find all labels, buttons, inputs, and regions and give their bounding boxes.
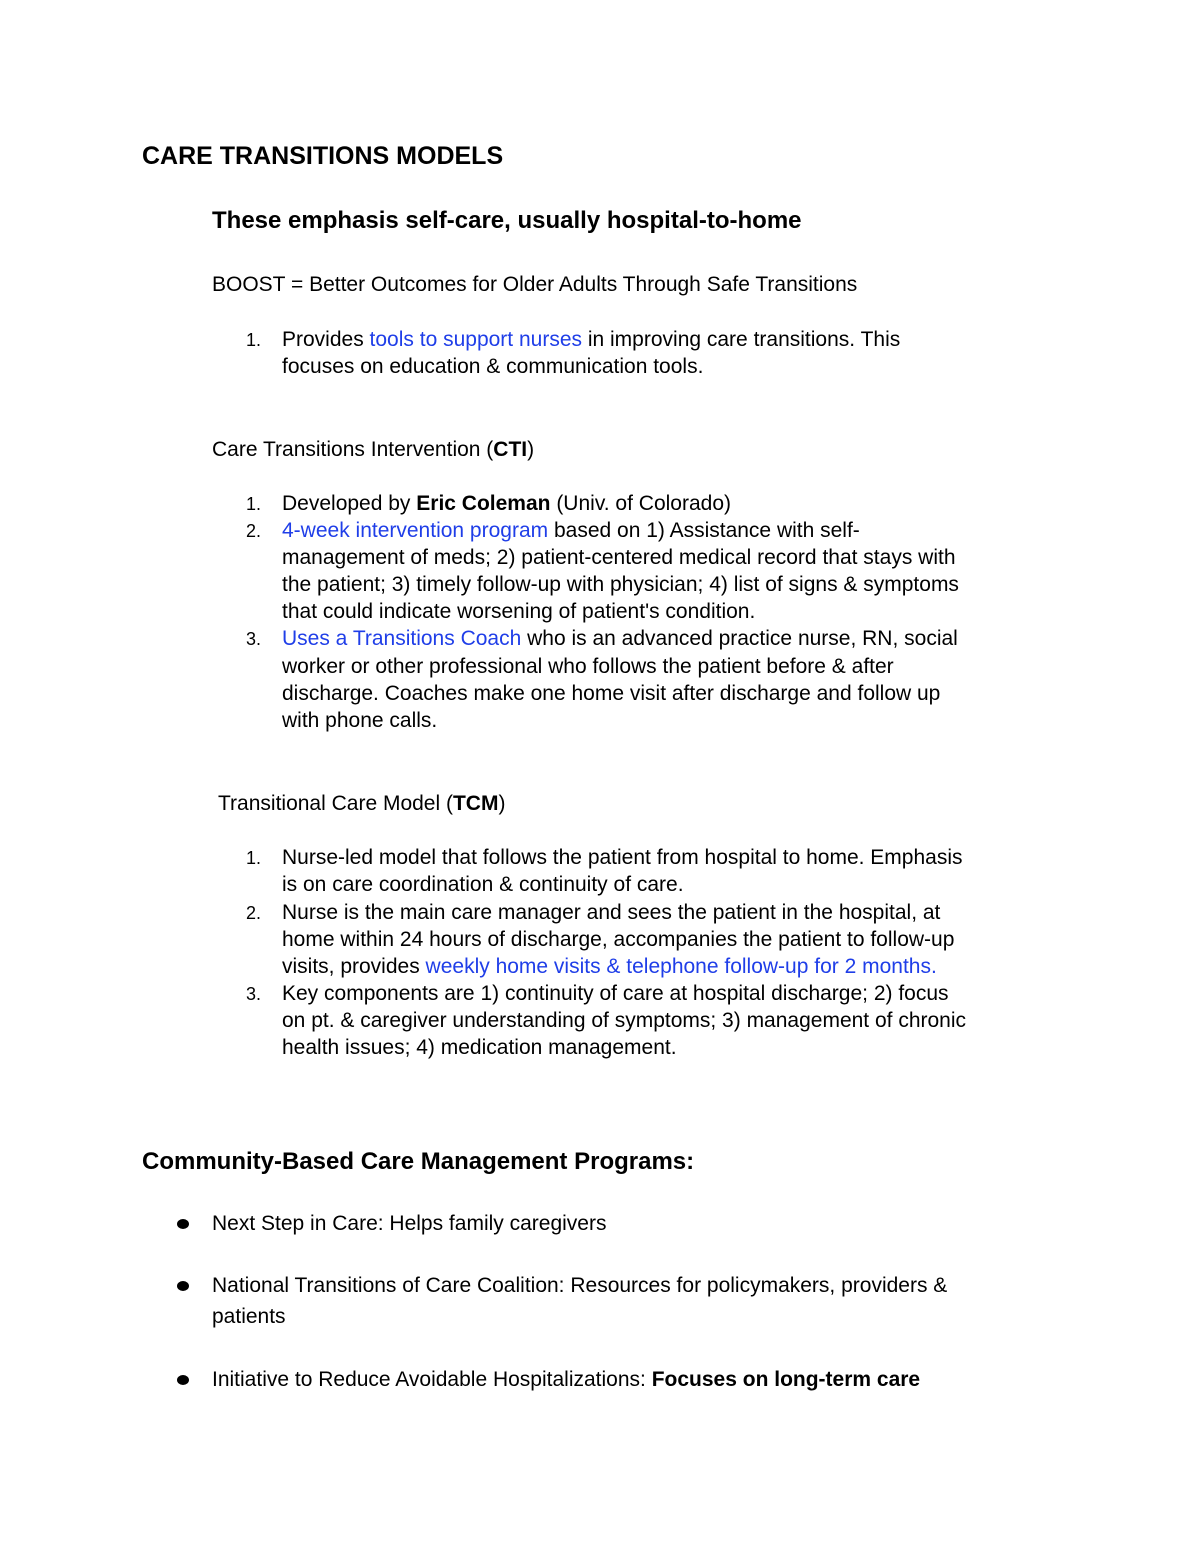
text: visits, provides (282, 955, 426, 978)
list-item-line (282, 953, 937, 980)
text: Developed by (282, 492, 417, 515)
list-item-line: management of meds; 2) patient-centered medical record that stays with (282, 546, 956, 569)
bold-text: Eric Coleman (416, 492, 551, 515)
list-item-line (282, 517, 860, 544)
list-item-line: health issues; 4) medication management. (282, 1036, 677, 1059)
list-number: 1. (246, 330, 262, 350)
bold-text: CTI (493, 438, 528, 461)
list-number: 1. (246, 848, 262, 868)
list-item-line: patients (212, 1305, 286, 1328)
bullet-icon (177, 1375, 189, 1385)
list-item-line: home within 24 hours of discharge, accompanies the patient to follow-up (282, 928, 955, 951)
bold-text: Focuses on long-term care (651, 1368, 921, 1391)
list-item-line: that could indicate worsening of patient's condition. (282, 600, 756, 623)
list-item-line: is on care coordination & continuity of care. (282, 873, 684, 896)
tcm-heading (218, 790, 505, 817)
list-item-line: Nurse is the main care manager and sees the patient in the hospital, at (282, 901, 941, 924)
cti-heading (212, 436, 534, 463)
bullet-icon (177, 1281, 189, 1291)
text: Provides (282, 328, 370, 351)
list-item-line: worker or other professional who follows the patient before & after (282, 655, 894, 678)
text: Transitional Care Model ( (218, 792, 453, 815)
list-number: 3. (246, 984, 262, 1004)
highlight-text: tools to support nurses (369, 328, 582, 351)
list-item-line: the patient; 3) timely follow-up with physician; 4) list of signs & symptoms (282, 573, 959, 596)
list-item-line: Key components are 1) continuity of care at hospital discharge; 2) focus (282, 982, 949, 1005)
community-heading: Community-Based Care Management Programs: (142, 1148, 695, 1175)
list-number: 2. (246, 521, 262, 541)
list-number: 1. (246, 494, 262, 514)
page-title: CARE TRANSITIONS MODELS (142, 142, 504, 170)
text: based on 1) Assistance with self- (548, 519, 860, 542)
list-item-line: on pt. & caregiver understanding of symptoms; 3) management of chronic (282, 1009, 967, 1032)
section-subtitle: These emphasis self-care, usually hospital-to-home (212, 207, 802, 234)
bold-text: TCM (452, 792, 499, 815)
bullet-icon (177, 1219, 189, 1229)
text: ) (498, 792, 506, 815)
text: in improving care transitions. This (582, 328, 901, 351)
text: Initiative to Reduce Avoidable Hospitalizations: (212, 1368, 652, 1391)
list-item-line: National Transitions of Care Coalition: Resources for policymakers, providers & (212, 1274, 948, 1297)
list-item-line (282, 490, 731, 517)
boost-heading: BOOST = Better Outcomes for Older Adults Through Safe Transitions (212, 273, 858, 296)
text: who is an advanced practice nurse, RN, social (521, 627, 958, 650)
list-item-line: with phone calls. (282, 709, 438, 732)
list-item-line (282, 625, 958, 652)
list-item-line: Next Step in Care: Helps family caregivers (212, 1212, 607, 1235)
text: (Univ. of Colorado) (550, 492, 731, 515)
list-number: 2. (246, 903, 262, 923)
list-item-line (212, 1366, 920, 1393)
highlight-text: weekly home visits & telephone follow-up for 2 months. (425, 955, 937, 978)
list-item-line: discharge. Coaches make one home visit after discharge and follow up (282, 682, 941, 705)
text: Care Transitions Intervention ( (212, 438, 494, 461)
highlight-text: Uses a Transitions Coach (282, 627, 522, 650)
text: ) (527, 438, 535, 461)
list-item-line: focuses on education & communication tools. (282, 355, 704, 378)
highlight-text: 4-week intervention program (282, 519, 549, 542)
list-number: 3. (246, 629, 262, 649)
list-item-line: Nurse-led model that follows the patient from hospital to home. Emphasis (282, 846, 963, 869)
list-item-line (282, 326, 900, 353)
